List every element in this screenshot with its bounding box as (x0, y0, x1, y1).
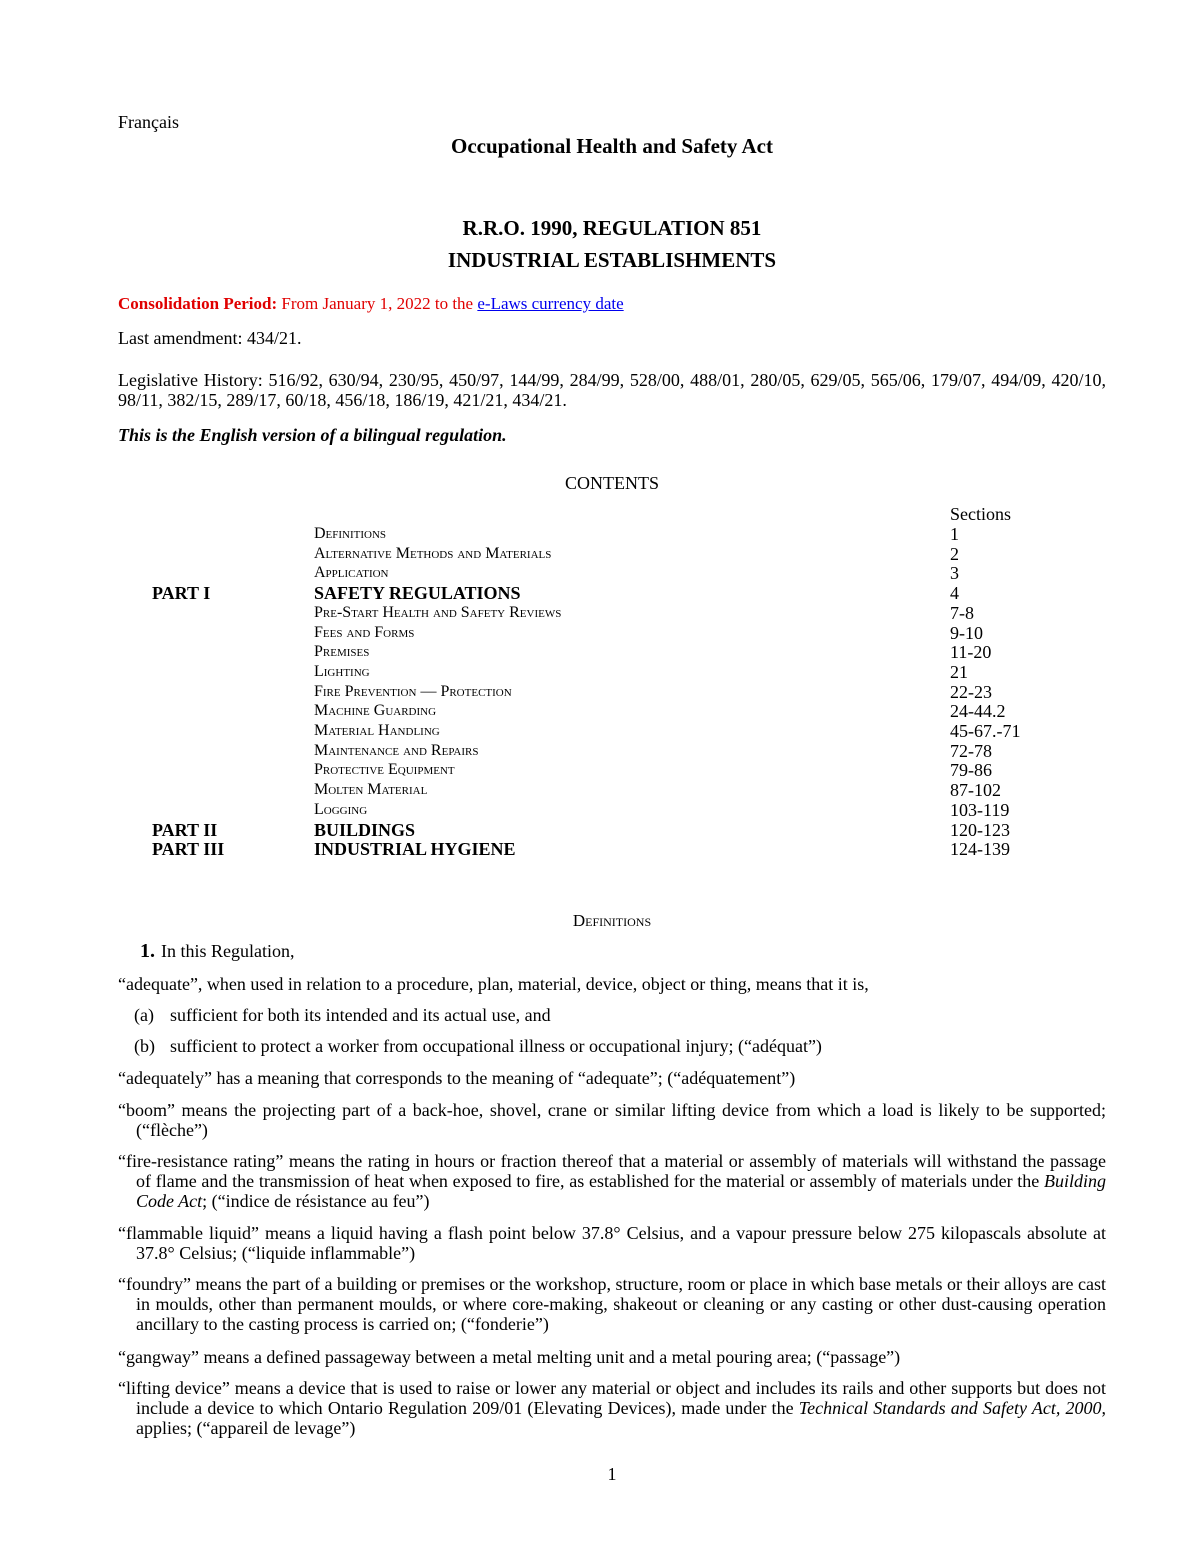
clause-a-label: (a) (134, 1005, 154, 1025)
french-version-link[interactable]: Français (118, 112, 179, 132)
clause-b (134, 1036, 822, 1056)
toc-title: Logging (314, 800, 368, 818)
toc-sections: 2 (950, 543, 959, 564)
toc-title: Machine Guarding (314, 702, 437, 720)
act-title: Occupational Health and Safety Act (450, 134, 773, 158)
toc-sections: 11-20 (950, 642, 992, 663)
lifting-text: “lifting device” means a device that is used to raise or lower any material or object and includes its rails and other supports but does not include a device to which Ontario Regulation 209/01 (Elevating Devices), made under the (118, 1378, 1106, 1418)
toc-sections: 22-23 (950, 681, 992, 702)
definition-fire-resistance-rating (118, 1151, 1106, 1211)
toc-row[interactable] (118, 544, 1106, 564)
toc-row[interactable] (118, 760, 1106, 780)
toc-title: INDUSTRIAL HYGIENE (314, 839, 516, 860)
toc-row[interactable] (118, 563, 1106, 583)
toc-title: Molten Material (314, 781, 428, 799)
toc-sections: 120-123 (950, 819, 1010, 840)
toc-row[interactable] (118, 623, 1106, 643)
section-1-intro (140, 941, 295, 961)
toc-title: Premises (314, 643, 370, 661)
sections-column-heading: Sections (950, 504, 1011, 524)
lifting-text-end: , applies; (“appareil de levage”) (136, 1398, 1107, 1438)
definition-boom: “boom” means the projecting part of a back-hoe, shovel, crane or similar lifting device from which a load is likely to be supported; (“flèche”) (118, 1100, 1106, 1140)
consolidation-period (118, 294, 624, 314)
toc-sections: 3 (950, 563, 959, 584)
definition-flammable-liquid: “flammable liquid” means a liquid having a flash point below 37.8° Celsius, and a vapour pressure below 275 kilopascals absolute at 37.8° Celsius; (“liquide inflammable”) (118, 1223, 1106, 1263)
bilingual-note: This is the English version of a bilingual regulation. (118, 425, 507, 445)
toc-row[interactable] (118, 603, 1106, 623)
definition-lifting-device (118, 1378, 1106, 1438)
toc-title: SAFETY REGULATIONS (314, 583, 521, 604)
toc-sections: 7-8 (950, 602, 974, 623)
toc-sections: 24-44.2 (950, 701, 1006, 722)
toc-title: BUILDINGS (314, 819, 416, 840)
toc-title: Fire Prevention — Protection (314, 682, 512, 700)
toc-title: Material Handling (314, 722, 440, 739)
toc-row[interactable] (118, 583, 1106, 603)
toc-sections: 103-119 (950, 799, 1010, 820)
toc-row[interactable] (118, 741, 1106, 761)
toc-row[interactable] (118, 701, 1106, 721)
clause-a-text: sufficient for both its intended and its actual use, and (170, 1005, 551, 1025)
toc-title: Pre-Start Health and Safety Reviews (314, 603, 562, 621)
toc-title: Application (314, 564, 389, 582)
page-number: 1 (607, 1464, 617, 1484)
toc-part-label: PART III (152, 839, 225, 860)
definitions-heading: Definitions (572, 911, 652, 930)
toc-sections: 45-67.-71 (950, 721, 1021, 741)
toc-sections: 72-78 (950, 740, 992, 761)
toc-row[interactable] (118, 839, 1106, 859)
clause-b-label: (b) (134, 1036, 155, 1056)
fire-text-end: ; (“indice de résistance au feu”) (202, 1191, 430, 1211)
toc-row[interactable] (118, 820, 1106, 840)
technical-standards-act: Technical Standards and Safety Act, 2000 (798, 1398, 1102, 1418)
toc-row[interactable] (118, 721, 1106, 741)
regulation-subtitle: INDUSTRIAL ESTABLISHMENTS (447, 248, 777, 272)
definition-adequately: “adequately” has a meaning that corresponds to the meaning of “adequate”; (“adéquatement”) (118, 1068, 796, 1088)
definition-adequate: “adequate”, when used in relation to a procedure, plan, material, device, object or thing, means that it is, (118, 974, 869, 994)
section-intro-text: In this Regulation, (161, 941, 295, 961)
last-amendment: Last amendment: 434/21. (118, 328, 302, 348)
toc-row[interactable] (118, 800, 1106, 820)
regulation-title: R.R.O. 1990, REGULATION 851 (462, 216, 762, 240)
toc-title: Fees and Forms (314, 623, 415, 641)
contents-heading: CONTENTS (565, 473, 659, 493)
toc-title: Lighting (314, 662, 370, 680)
toc-sections: 124-139 (950, 839, 1010, 860)
toc-sections: 1 (950, 524, 959, 544)
definition-foundry: “foundry” means the part of a building or premises or the workshop, structure, room or place in which base metals or their alloys are cast in moulds, other than permanent moulds, or where core-making, shakeout or cleaning or any casting or other dust-causing operation ancillary to the casting process is carried on; (“fonderie”) (118, 1274, 1106, 1334)
toc-row[interactable] (118, 780, 1106, 800)
consolidation-text: From January 1, 2022 to the (281, 294, 474, 313)
toc-sections: 4 (950, 583, 959, 604)
toc-sections: 9-10 (950, 622, 983, 643)
definition-gangway: “gangway” means a defined passageway between a metal melting unit and a metal pouring area; (“passage”) (118, 1347, 901, 1367)
clause-b-text: sufficient to protect a worker from occupational illness or occupational injury; (“adéquat”) (170, 1036, 822, 1056)
consolidation-label: Consolidation Period: (118, 294, 278, 313)
currency-date-link[interactable]: e-Laws currency date (477, 294, 624, 313)
toc-row[interactable] (118, 682, 1106, 702)
toc-sections: 21 (950, 661, 968, 682)
toc-part-label: PART II (152, 819, 218, 840)
toc-sections: 79-86 (950, 760, 992, 781)
building-code-act: Building Code Act (136, 1171, 1106, 1211)
toc-title: Definitions (314, 525, 387, 542)
toc-part-label: PART I (152, 583, 211, 604)
legislative-history: Legislative History: 516/92, 630/94, 230/95, 450/97, 144/99, 284/99, 528/00, 488/01, 280/05, 629/05, 565/06, 179/07, 494/09, 420/10, 98/11, 382/15, 289/17, 60/18, 456/18, 186/19, 421/21, 434/21. (118, 370, 1106, 410)
toc-title: Protective Equipment (314, 761, 455, 779)
toc-title: Maintenance and Repairs (314, 741, 479, 759)
section-number: 1. (140, 940, 155, 962)
toc-title: Alternative Methods and Materials (314, 544, 552, 562)
toc-row[interactable] (118, 662, 1106, 682)
fire-text: “fire-resistance rating” means the rating in hours or fraction thereof that a material or assembly of materials will withstand the passage of flame and the transmission of heat when exposed to fire, as established for the material or assembly of materials under the (118, 1151, 1106, 1191)
toc-sections: 87-102 (950, 780, 1001, 801)
clause-a (134, 1005, 551, 1025)
toc-row[interactable] (118, 524, 1106, 544)
toc-row[interactable] (118, 642, 1106, 662)
